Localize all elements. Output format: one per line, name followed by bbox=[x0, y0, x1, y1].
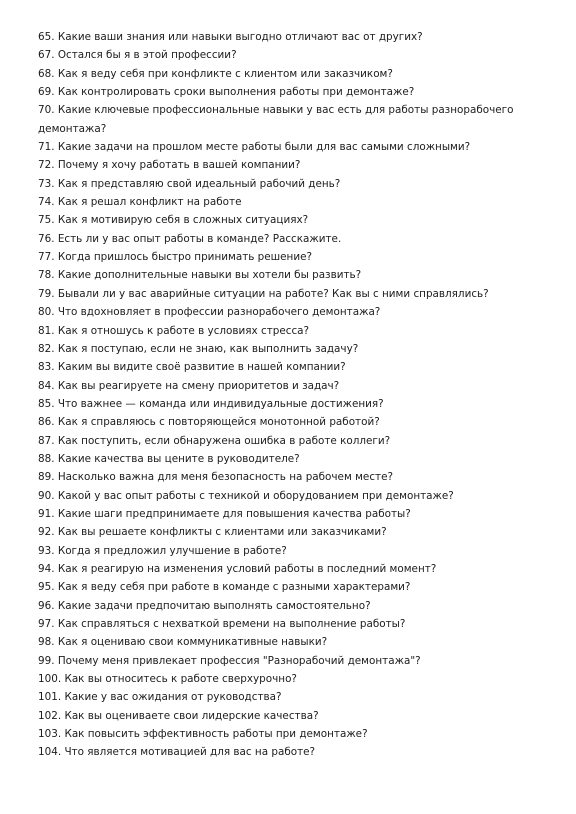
question-item: 89. Насколько важна для меня безопасность на рабочем месте? bbox=[38, 471, 393, 484]
question-item: 75. Как я мотивирую себя в сложных ситуациях? bbox=[38, 214, 309, 227]
question-item: 76. Есть ли у вас опыт работы в команде? Расскажите. bbox=[38, 232, 342, 245]
question-item: 70. Какие ключевые профессиональные навыки у вас есть для работы разнорабочего демонтажа? bbox=[38, 104, 514, 135]
question-item: 98. Как я оцениваю свои коммуникативные навыки? bbox=[38, 636, 328, 649]
question-item: 87. Как поступить, если обнаружена ошибка в работе коллеги? bbox=[38, 434, 391, 447]
question-item: 99. Почему меня привлекает профессия "Разнорабочий демонтажа"? bbox=[38, 654, 421, 667]
question-item: 96. Какие задачи предпочитаю выполнять самостоятельно? bbox=[38, 599, 371, 612]
question-item: 101. Какие у вас ожидания от руководства? bbox=[38, 691, 282, 704]
question-item: 83. Каким вы видите своё развитие в нашей компании? bbox=[38, 361, 346, 374]
question-item: 65. Какие ваши знания или навыки выгодно отличают вас от других? bbox=[38, 31, 423, 43]
question-item: 94. Как я реагирую на изменения условий работы в последний момент? bbox=[38, 562, 437, 575]
question-item: 103. Как повысить эффективность работы при демонтаже? bbox=[38, 728, 368, 741]
question-item: 102. Как вы оцениваете свои лидерские качества? bbox=[38, 709, 319, 722]
question-item: 69. Как контролировать сроки выполнения работы при демонтаже? bbox=[38, 86, 415, 99]
question-list bbox=[38, 28, 558, 762]
question-item: 85. Что важнее — команда или индивидуальные достижения? bbox=[38, 397, 384, 410]
question-item: 104. Что является мотивацией для вас на работе? bbox=[38, 746, 316, 759]
question-item: 92. Как вы решаете конфликты с клиентами или заказчиками? bbox=[38, 526, 387, 539]
question-item: 79. Бывали ли у вас аварийные ситуации на работе? Как вы с ними справлялись? bbox=[38, 287, 489, 300]
question-item: 86. Как я справляюсь с повторяющейся монотонной работой? bbox=[38, 416, 380, 429]
question-item: 80. Что вдохновляет в профессии разнорабочего демонтажа? bbox=[38, 306, 381, 319]
question-item: 73. Как я представляю свой идеальный рабочий день? bbox=[38, 177, 341, 190]
question-item: 90. Какой у вас опыт работы с техникой и оборудованием при демонтаже? bbox=[38, 489, 454, 502]
question-item: 95. Как я веду себя при работе в команде с разными характерами? bbox=[38, 581, 411, 594]
question-item: 91. Какие шаги предпринимаете для повышения качества работы? bbox=[38, 507, 411, 520]
question-item: 100. Как вы относитесь к работе сверхурочно? bbox=[38, 673, 297, 686]
question-item: 78. Какие дополнительные навыки вы хотели бы развить? bbox=[38, 269, 362, 282]
question-item: 67. Остался бы я в этой профессии? bbox=[38, 49, 237, 62]
question-item: 68. Как я веду себя при конфликте с клиентом или заказчиком? bbox=[38, 67, 393, 80]
question-item: 82. Как я поступаю, если не знаю, как выполнить задачу? bbox=[38, 342, 359, 355]
question-item: 84. Как вы реагируете на смену приоритетов и задач? bbox=[38, 379, 340, 392]
question-item: 71. Какие задачи на прошлом месте работы были для вас самыми сложными? bbox=[38, 141, 471, 154]
question-item: 81. Как я отношусь к работе в условиях стресса? bbox=[38, 324, 310, 337]
question-item: 77. Когда пришлось быстро принимать решение? bbox=[38, 251, 313, 264]
question-item: 97. Как справляться с нехваткой времени на выполнение работы? bbox=[38, 618, 406, 630]
question-item: 93. Когда я предложил улучшение в работе? bbox=[38, 544, 287, 557]
question-item: 88. Какие качества вы цените в руководителе? bbox=[38, 452, 300, 465]
question-item: 74. Как я решал конфликт на работе bbox=[38, 196, 242, 209]
question-item: 72. Почему я хочу работать в вашей компании? bbox=[38, 159, 301, 172]
